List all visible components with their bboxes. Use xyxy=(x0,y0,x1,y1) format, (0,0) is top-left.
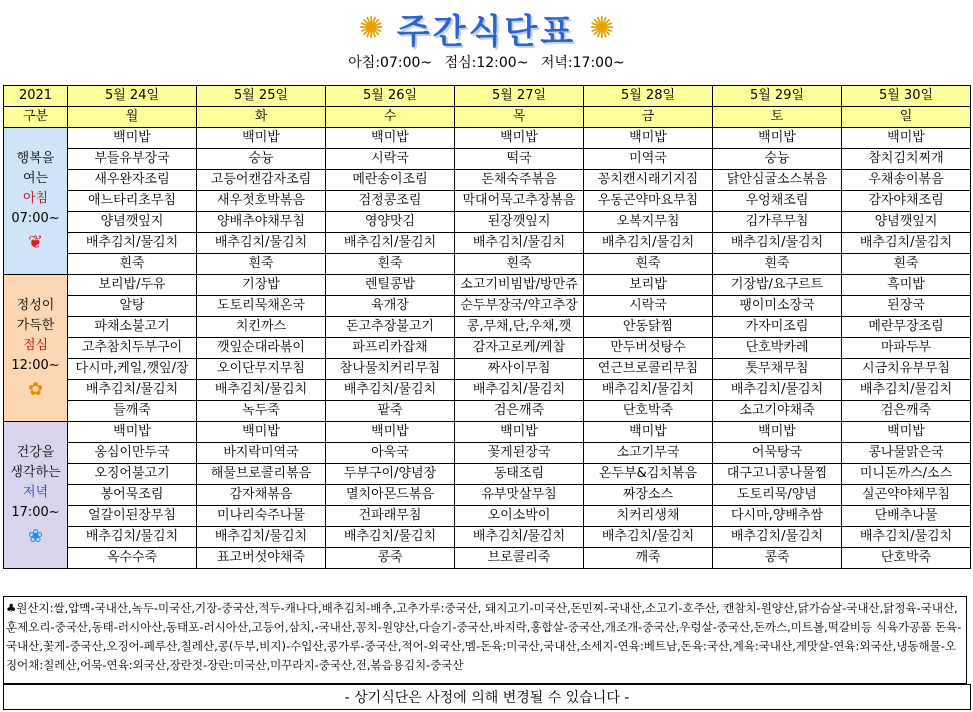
breakfast-menu-row xyxy=(4,233,971,254)
menu-item: 흰죽 xyxy=(326,254,455,275)
blue-flower-icon: ❀ xyxy=(27,526,44,547)
weekday-cell: 일 xyxy=(842,107,971,128)
date-cell: 5월 25일 xyxy=(197,86,326,107)
meal-name: 저녁 xyxy=(22,485,49,500)
lunch-menu-row xyxy=(4,380,971,401)
menu-item: 배추김치/물김치 xyxy=(326,233,455,254)
footer-notice: - 상기식단은 사정에 의해 변경될 수 있습니다 - xyxy=(3,684,971,710)
meal-slogan-line: 행복을 xyxy=(16,151,55,166)
menu-item: 백미밥 xyxy=(326,128,455,149)
menu-item: 백미밥 xyxy=(68,128,197,149)
menu-item: 깻잎순대라볶이 xyxy=(197,338,326,359)
menu-item: 도토리묵/양념 xyxy=(713,485,842,506)
menu-item: 단호박죽 xyxy=(842,548,971,569)
menu-item: 숭늉 xyxy=(713,149,842,170)
meal-slogan-line: 건강을 xyxy=(16,445,55,460)
menu-item: 김가루무침 xyxy=(713,212,842,233)
menu-item: 단호박카레 xyxy=(713,338,842,359)
menu-item: 돈고추장불고기 xyxy=(326,317,455,338)
menu-item: 배추김치/물김치 xyxy=(584,527,713,548)
menu-item: 백미밥 xyxy=(713,128,842,149)
menu-item: 배추김치/물김치 xyxy=(584,233,713,254)
menu-item: 배추김치/물김치 xyxy=(455,380,584,401)
weekday-cell: 토 xyxy=(713,107,842,128)
menu-item: 옹심이만두국 xyxy=(68,443,197,464)
menu-item: 백미밥 xyxy=(197,128,326,149)
dinner-menu-row xyxy=(4,527,971,548)
menu-item: 흰죽 xyxy=(455,254,584,275)
menu-item: 배추김치/물김치 xyxy=(68,233,197,254)
origin-notes: ♣원산지:쌀,압맥-국내산,녹두-미국산,기장-중국산,적두-캐나다,배추김치-배추,고추가루:중국산, 돼지고기-미국산,돈민찌-국내산,소고기-호주산, 캔참치-원양산,닭가슴살-국내산,닭정육-국내산,훈제오리-중국산,동태-러시아산,동태포-러시아산,고등어,삼치,-국내산,꽁치-원양산,다슬기-중국산,바지락,홍합살-중국산,개조개-중국산,우렁살-중국산,돈까스,미트볼,떡갈비등 식육가공품 돈육-국내산,꽃게-중국산,오징어-페루산,칠레산,콩(두부,비지)-수입산,콩가루-중국산,적어-외국산,멤-돈육:미국산,국내산,소세지-연육:베트남,돈육:국산,계육:국내산,게맛살-연육:외국산,냉동해물-오징어채:칠레산,어묵-연육:외국산,장란젓-장란:미국산,미꾸라지-중국산,전,볶음용김치-중국산 xyxy=(3,596,967,684)
menu-item: 감자고로케/케찹 xyxy=(455,338,584,359)
lunch-label-cell xyxy=(4,275,68,422)
menu-item: 백미밥 xyxy=(842,422,971,443)
lunch-menu-row xyxy=(4,296,971,317)
menu-item: 가자미조림 xyxy=(713,317,842,338)
menu-item: 브로콜리죽 xyxy=(455,548,584,569)
menu-item: 녹두죽 xyxy=(197,401,326,422)
menu-item: 양배추야채무침 xyxy=(197,212,326,233)
sunflower-icon: ✺ xyxy=(358,11,384,46)
menu-item: 오이단무지무침 xyxy=(197,359,326,380)
menu-item: 배추김치/물김치 xyxy=(713,527,842,548)
menu-item: 육개장 xyxy=(326,296,455,317)
lunch-menu-row xyxy=(4,275,971,296)
menu-item: 백미밥 xyxy=(842,128,971,149)
menu-item: 배추김치/물김치 xyxy=(713,380,842,401)
menu-item: 콩죽 xyxy=(713,548,842,569)
sunflower-icon: ✺ xyxy=(589,11,615,46)
menu-item: 백미밥 xyxy=(326,422,455,443)
menu-item: 배추김치/물김치 xyxy=(842,380,971,401)
meal-slogan-line: 여는 xyxy=(22,171,49,186)
menu-item: 참치김치찌개 xyxy=(842,149,971,170)
menu-item: 배추김치/물김치 xyxy=(326,527,455,548)
menu-item: 배추김치/물김치 xyxy=(713,233,842,254)
menu-item: 검은깨죽 xyxy=(842,401,971,422)
meal-times xyxy=(0,52,973,72)
heart-flower-icon: ❦ xyxy=(27,232,44,253)
menu-item: 백미밥 xyxy=(455,422,584,443)
menu-item: 어묵탕국 xyxy=(713,443,842,464)
category-cell: 구분 xyxy=(4,107,68,128)
menu-item: 시금치유부무침 xyxy=(842,359,971,380)
breakfast-label-cell xyxy=(4,128,68,275)
page-header xyxy=(0,0,973,80)
menu-item: 단배추나물 xyxy=(842,506,971,527)
menu-item: 시락국 xyxy=(326,149,455,170)
menu-item: 배추김치/물김치 xyxy=(68,380,197,401)
menu-item: 흰죽 xyxy=(197,254,326,275)
meal-name: 점심 xyxy=(22,338,49,353)
lunch-menu-row xyxy=(4,359,971,380)
year-cell: 2021 xyxy=(4,86,68,107)
meal-slogan-line: 생각하는 xyxy=(10,465,61,480)
menu-item: 얼갈이된장무침 xyxy=(68,506,197,527)
menu-item: 해물브로콜리볶음 xyxy=(197,464,326,485)
menu-item: 멸치아몬드볶음 xyxy=(326,485,455,506)
menu-item: 새우완자조림 xyxy=(68,170,197,191)
menu-item: 기장밥 xyxy=(197,275,326,296)
meal-name: 아침 xyxy=(22,191,49,206)
menu-item: 기장밥/요구르트 xyxy=(713,275,842,296)
menu-item: 치킨까스 xyxy=(197,317,326,338)
menu-item: 배추김치/물김치 xyxy=(197,527,326,548)
menu-item: 꽃게된장국 xyxy=(455,443,584,464)
menu-item: 꽁치캔시래기지짐 xyxy=(584,170,713,191)
menu-item: 메란송이조림 xyxy=(326,170,455,191)
breakfast-menu-row xyxy=(4,128,971,149)
menu-item: 백미밥 xyxy=(455,128,584,149)
menu-item: 백미밥 xyxy=(584,128,713,149)
dinner-menu-row xyxy=(4,464,971,485)
menu-item: 다시마,케일,깻잎/장 xyxy=(68,359,197,380)
menu-item: 배추김치/물김치 xyxy=(584,380,713,401)
dinner-menu-row xyxy=(4,422,971,443)
menu-item: 바지락미역국 xyxy=(197,443,326,464)
menu-item: 콩나물맑은국 xyxy=(842,443,971,464)
dinner-menu-row xyxy=(4,443,971,464)
date-cell: 5월 28일 xyxy=(584,86,713,107)
menu-item: 보리밥 xyxy=(584,275,713,296)
menu-item: 백미밥 xyxy=(68,422,197,443)
menu-item: 감자채볶음 xyxy=(197,485,326,506)
menu-item: 보리밥/두유 xyxy=(68,275,197,296)
tulip-icon: ✿ xyxy=(27,379,44,400)
weekly-menu-table xyxy=(3,85,971,569)
menu-item: 톳무채무침 xyxy=(713,359,842,380)
meal-time: 07:00~ xyxy=(11,211,60,226)
menu-item: 치커리생채 xyxy=(584,506,713,527)
menu-item: 참나물치커리무침 xyxy=(326,359,455,380)
menu-item: 고등어캔감자조림 xyxy=(197,170,326,191)
lunch-menu-row xyxy=(4,317,971,338)
menu-item: 알탕 xyxy=(68,296,197,317)
dinner-label-cell xyxy=(4,422,68,569)
menu-item: 소고기비빔밥/방만쥬 xyxy=(455,275,584,296)
menu-item: 미나리숙주나물 xyxy=(197,506,326,527)
menu-item: 백미밥 xyxy=(713,422,842,443)
meal-slogan-line: 가득한 xyxy=(16,318,55,333)
menu-item: 흰죽 xyxy=(713,254,842,275)
menu-item: 깨죽 xyxy=(584,548,713,569)
menu-item: 다시마,양배추쌈 xyxy=(713,506,842,527)
breakfast-time: 아침:07:00~ xyxy=(348,55,433,71)
menu-item: 유부맛살무침 xyxy=(455,485,584,506)
lunch-time: 점심:12:00~ xyxy=(444,55,529,71)
menu-item: 표고버섯야채죽 xyxy=(197,548,326,569)
dinner-menu-row xyxy=(4,548,971,569)
lunch-menu-row xyxy=(4,401,971,422)
menu-item: 양념깻잎지 xyxy=(68,212,197,233)
menu-item: 도토리묵채온국 xyxy=(197,296,326,317)
menu-item: 온두부&김치볶음 xyxy=(584,464,713,485)
menu-item: 우엉채조림 xyxy=(713,191,842,212)
menu-item: 아욱국 xyxy=(326,443,455,464)
menu-item: 된장깻잎지 xyxy=(455,212,584,233)
date-cell: 5월 26일 xyxy=(326,86,455,107)
dinner-time: 저녁:17:00~ xyxy=(540,55,625,71)
menu-item: 배추김치/물김치 xyxy=(197,380,326,401)
menu-item: 배추김치/물김치 xyxy=(455,233,584,254)
menu-item: 렌틸콩밥 xyxy=(326,275,455,296)
weekday-cell: 수 xyxy=(326,107,455,128)
menu-item: 된장국 xyxy=(842,296,971,317)
breakfast-menu-row xyxy=(4,191,971,212)
menu-item: 애느타리초무침 xyxy=(68,191,197,212)
menu-item: 백미밥 xyxy=(584,422,713,443)
menu-item: 배추김치/물김치 xyxy=(455,527,584,548)
menu-item: 소고기야채죽 xyxy=(713,401,842,422)
date-header-row xyxy=(4,86,971,107)
weekday-cell: 월 xyxy=(68,107,197,128)
menu-item: 들깨죽 xyxy=(68,401,197,422)
menu-item: 흑미밥 xyxy=(842,275,971,296)
page-title: 주간식단표 xyxy=(396,12,577,52)
menu-item: 우채송이볶음 xyxy=(842,170,971,191)
menu-item: 봉어묵조림 xyxy=(68,485,197,506)
title-area xyxy=(0,4,973,53)
menu-item: 만두버섯탕수 xyxy=(584,338,713,359)
menu-item: 짜장소스 xyxy=(584,485,713,506)
dinner-menu-row xyxy=(4,485,971,506)
menu-item: 흰죽 xyxy=(68,254,197,275)
menu-item: 순두부장국/약고추장 xyxy=(455,296,584,317)
date-cell: 5월 30일 xyxy=(842,86,971,107)
menu-item: 소고기무국 xyxy=(584,443,713,464)
date-cell: 5월 27일 xyxy=(455,86,584,107)
menu-item: 백미밥 xyxy=(197,422,326,443)
menu-item: 파채소불고기 xyxy=(68,317,197,338)
breakfast-menu-row xyxy=(4,254,971,275)
menu-item: 미역국 xyxy=(584,149,713,170)
meal-slogan-line: 정성이 xyxy=(16,298,55,313)
menu-item: 동태조림 xyxy=(455,464,584,485)
weekday-cell: 금 xyxy=(584,107,713,128)
menu-item: 콩,무채,단,우채,깻 xyxy=(455,317,584,338)
menu-item: 숭늉 xyxy=(197,149,326,170)
menu-item: 닭안심굴소스볶음 xyxy=(713,170,842,191)
menu-item: 부들유부장국 xyxy=(68,149,197,170)
weekday-cell: 화 xyxy=(197,107,326,128)
menu-item: 돈채숙주볶음 xyxy=(455,170,584,191)
menu-item: 우동곤약마요무침 xyxy=(584,191,713,212)
menu-item: 두부구이/양념장 xyxy=(326,464,455,485)
weekday-header-row xyxy=(4,107,971,128)
menu-item: 배추김치/물김치 xyxy=(842,233,971,254)
menu-item: 배추김치/물김치 xyxy=(197,233,326,254)
menu-item: 새우젓호박볶음 xyxy=(197,191,326,212)
menu-item: 오이소박이 xyxy=(455,506,584,527)
menu-item: 영양맛김 xyxy=(326,212,455,233)
menu-item: 안동닭찜 xyxy=(584,317,713,338)
menu-item: 짜사이무침 xyxy=(455,359,584,380)
menu-item: 파프리카잡채 xyxy=(326,338,455,359)
menu-item: 팽이미소장국 xyxy=(713,296,842,317)
breakfast-menu-row xyxy=(4,149,971,170)
meal-time: 17:00~ xyxy=(11,505,60,520)
menu-item: 검정콩조림 xyxy=(326,191,455,212)
menu-item: 배추김치/물김치 xyxy=(68,527,197,548)
menu-item: 오징어불고기 xyxy=(68,464,197,485)
menu-item: 콩죽 xyxy=(326,548,455,569)
menu-item: 검은깨죽 xyxy=(455,401,584,422)
menu-item: 옥수수죽 xyxy=(68,548,197,569)
menu-item: 배추김치/물김치 xyxy=(326,380,455,401)
menu-item: 오복지무침 xyxy=(584,212,713,233)
dinner-menu-row xyxy=(4,506,971,527)
menu-item: 단호박죽 xyxy=(584,401,713,422)
menu-item: 실곤약야채무침 xyxy=(842,485,971,506)
menu-item: 미니돈까스/소스 xyxy=(842,464,971,485)
date-cell: 5월 24일 xyxy=(68,86,197,107)
weekday-cell: 목 xyxy=(455,107,584,128)
menu-item: 건파래무침 xyxy=(326,506,455,527)
menu-item: 배추김치/물김치 xyxy=(842,527,971,548)
menu-item: 고추참치두부구이 xyxy=(68,338,197,359)
menu-item: 메란무장조림 xyxy=(842,317,971,338)
breakfast-menu-row xyxy=(4,170,971,191)
menu-item: 마파두부 xyxy=(842,338,971,359)
menu-item: 시락국 xyxy=(584,296,713,317)
meal-time: 12:00~ xyxy=(11,358,60,373)
menu-item: 대구고니콩나물찜 xyxy=(713,464,842,485)
lunch-menu-row xyxy=(4,338,971,359)
breakfast-menu-row xyxy=(4,212,971,233)
menu-item: 떡국 xyxy=(455,149,584,170)
menu-item: 연근브로콜리무침 xyxy=(584,359,713,380)
menu-item: 팥죽 xyxy=(326,401,455,422)
menu-item: 양념깻잎지 xyxy=(842,212,971,233)
menu-item: 흰죽 xyxy=(584,254,713,275)
menu-item: 막대어묵고추장볶음 xyxy=(455,191,584,212)
date-cell: 5월 29일 xyxy=(713,86,842,107)
menu-item: 감자야채조림 xyxy=(842,191,971,212)
menu-item: 흰죽 xyxy=(842,254,971,275)
